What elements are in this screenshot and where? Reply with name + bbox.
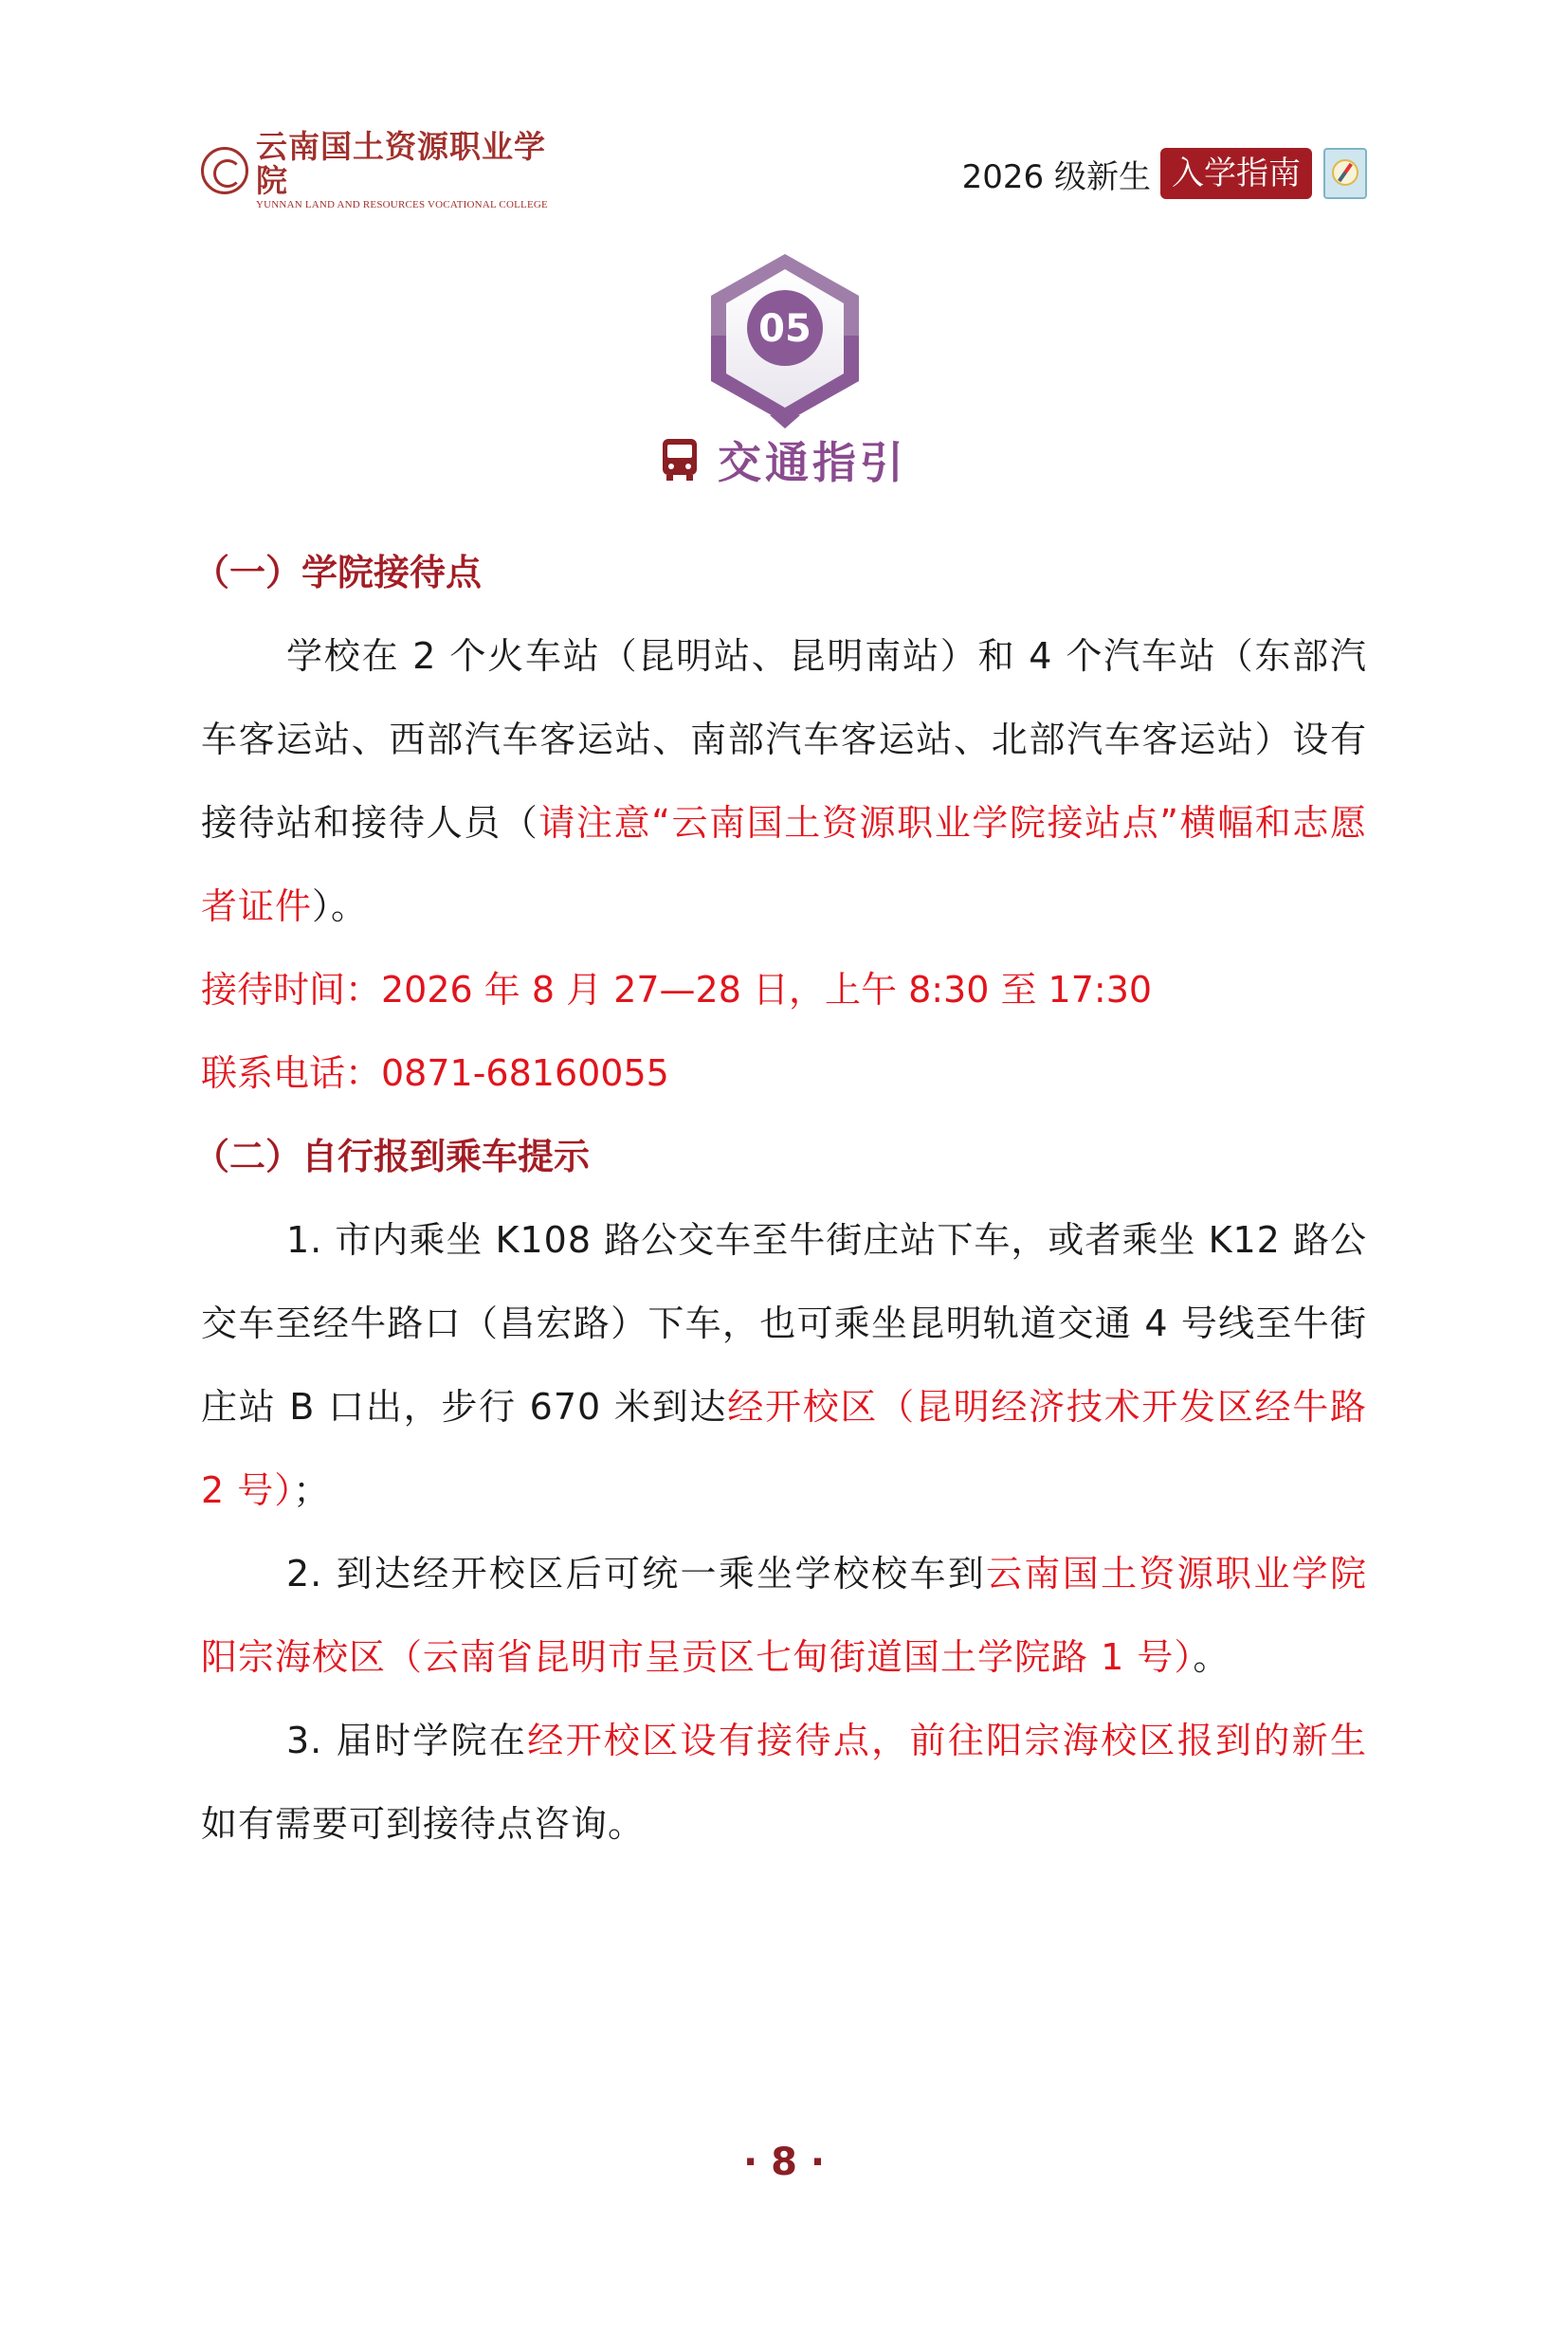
list-item xyxy=(201,1532,1367,1699)
content xyxy=(193,531,1367,1866)
header-tag: 入学指南 xyxy=(1160,148,1312,199)
college-logo xyxy=(201,128,552,210)
part1-text-end: ）。 xyxy=(312,885,369,927)
part1-notice: 请注意“云南国土资源职业学院接站点”横幅和志愿者证件 xyxy=(201,802,1367,927)
item3-text: 3. 届时学院在 xyxy=(286,1720,528,1761)
bus-icon xyxy=(661,437,699,483)
part1-heading: （一）学院接待点 xyxy=(193,552,483,593)
college-emblem-icon xyxy=(201,147,248,194)
header-grade: 2026 级新生 xyxy=(961,157,1151,196)
section-title-text: 交通指引 xyxy=(718,437,907,488)
logo-english-name: YUNNAN LAND AND RESOURCES VOCATIONAL COLLEGE xyxy=(256,199,548,210)
reception-time: 接待时间：2026 年 8 月 27—28 日，上午 8:30 至 17:30 xyxy=(201,969,1153,1011)
part1-text: 学校在 2 个火车站（昆明站、昆明南站）和 4 个汽车站（东部汽车客运站、西部汽车客运站、南部汽车客运站、北部汽车客运站）设有接待站和接待人员（ xyxy=(201,635,1367,844)
item1-campus: 经开校区（昆明经济技术开发区经牛路 2 号） xyxy=(201,1386,1367,1511)
page-number: · 8 · xyxy=(742,2141,826,2184)
contact-phone: 联系电话：0871-68160055 xyxy=(201,1052,669,1094)
logo-chinese-name: 云南国土资源职业学院 xyxy=(256,128,546,199)
item2-campus: 云南国土资源职业学院阳宗海校区（云南省昆明市呈贡区七甸街道国土学院路 1 号） xyxy=(201,1553,1367,1678)
part2-heading: （二）自行报到乘车提示 xyxy=(193,1136,591,1177)
item3-highlight: 经开校区设有接待点，前往阳宗海校区报到的新生 xyxy=(527,1720,1367,1761)
compass-book-icon xyxy=(1323,148,1367,199)
section-number: 05 xyxy=(758,307,811,351)
item1-text: 1. 市内乘坐 K108 路公交车至牛街庄站下车，或者乘坐 K12 路公交车至经牛路口（昌宏路）下车，也可乘坐昆明轨道交通 4 号线至牛街庄站 B 口出，步行 670 米到达 xyxy=(201,1219,1367,1428)
list-item xyxy=(201,1198,1367,1532)
part1-paragraph xyxy=(201,614,1367,948)
header-guide-title xyxy=(962,146,1367,201)
list-item xyxy=(201,1699,1367,1866)
item2-end: 。 xyxy=(1193,1636,1231,1678)
item1-end: ； xyxy=(293,1469,331,1511)
section-title xyxy=(0,428,1568,491)
section-number-badge xyxy=(702,248,868,430)
logo-text xyxy=(256,130,552,211)
item2-text: 2. 到达经开校区后可统一乘坐学校校车到 xyxy=(286,1553,987,1595)
item3-end: 如有需要可到接待点咨询。 xyxy=(201,1803,646,1845)
